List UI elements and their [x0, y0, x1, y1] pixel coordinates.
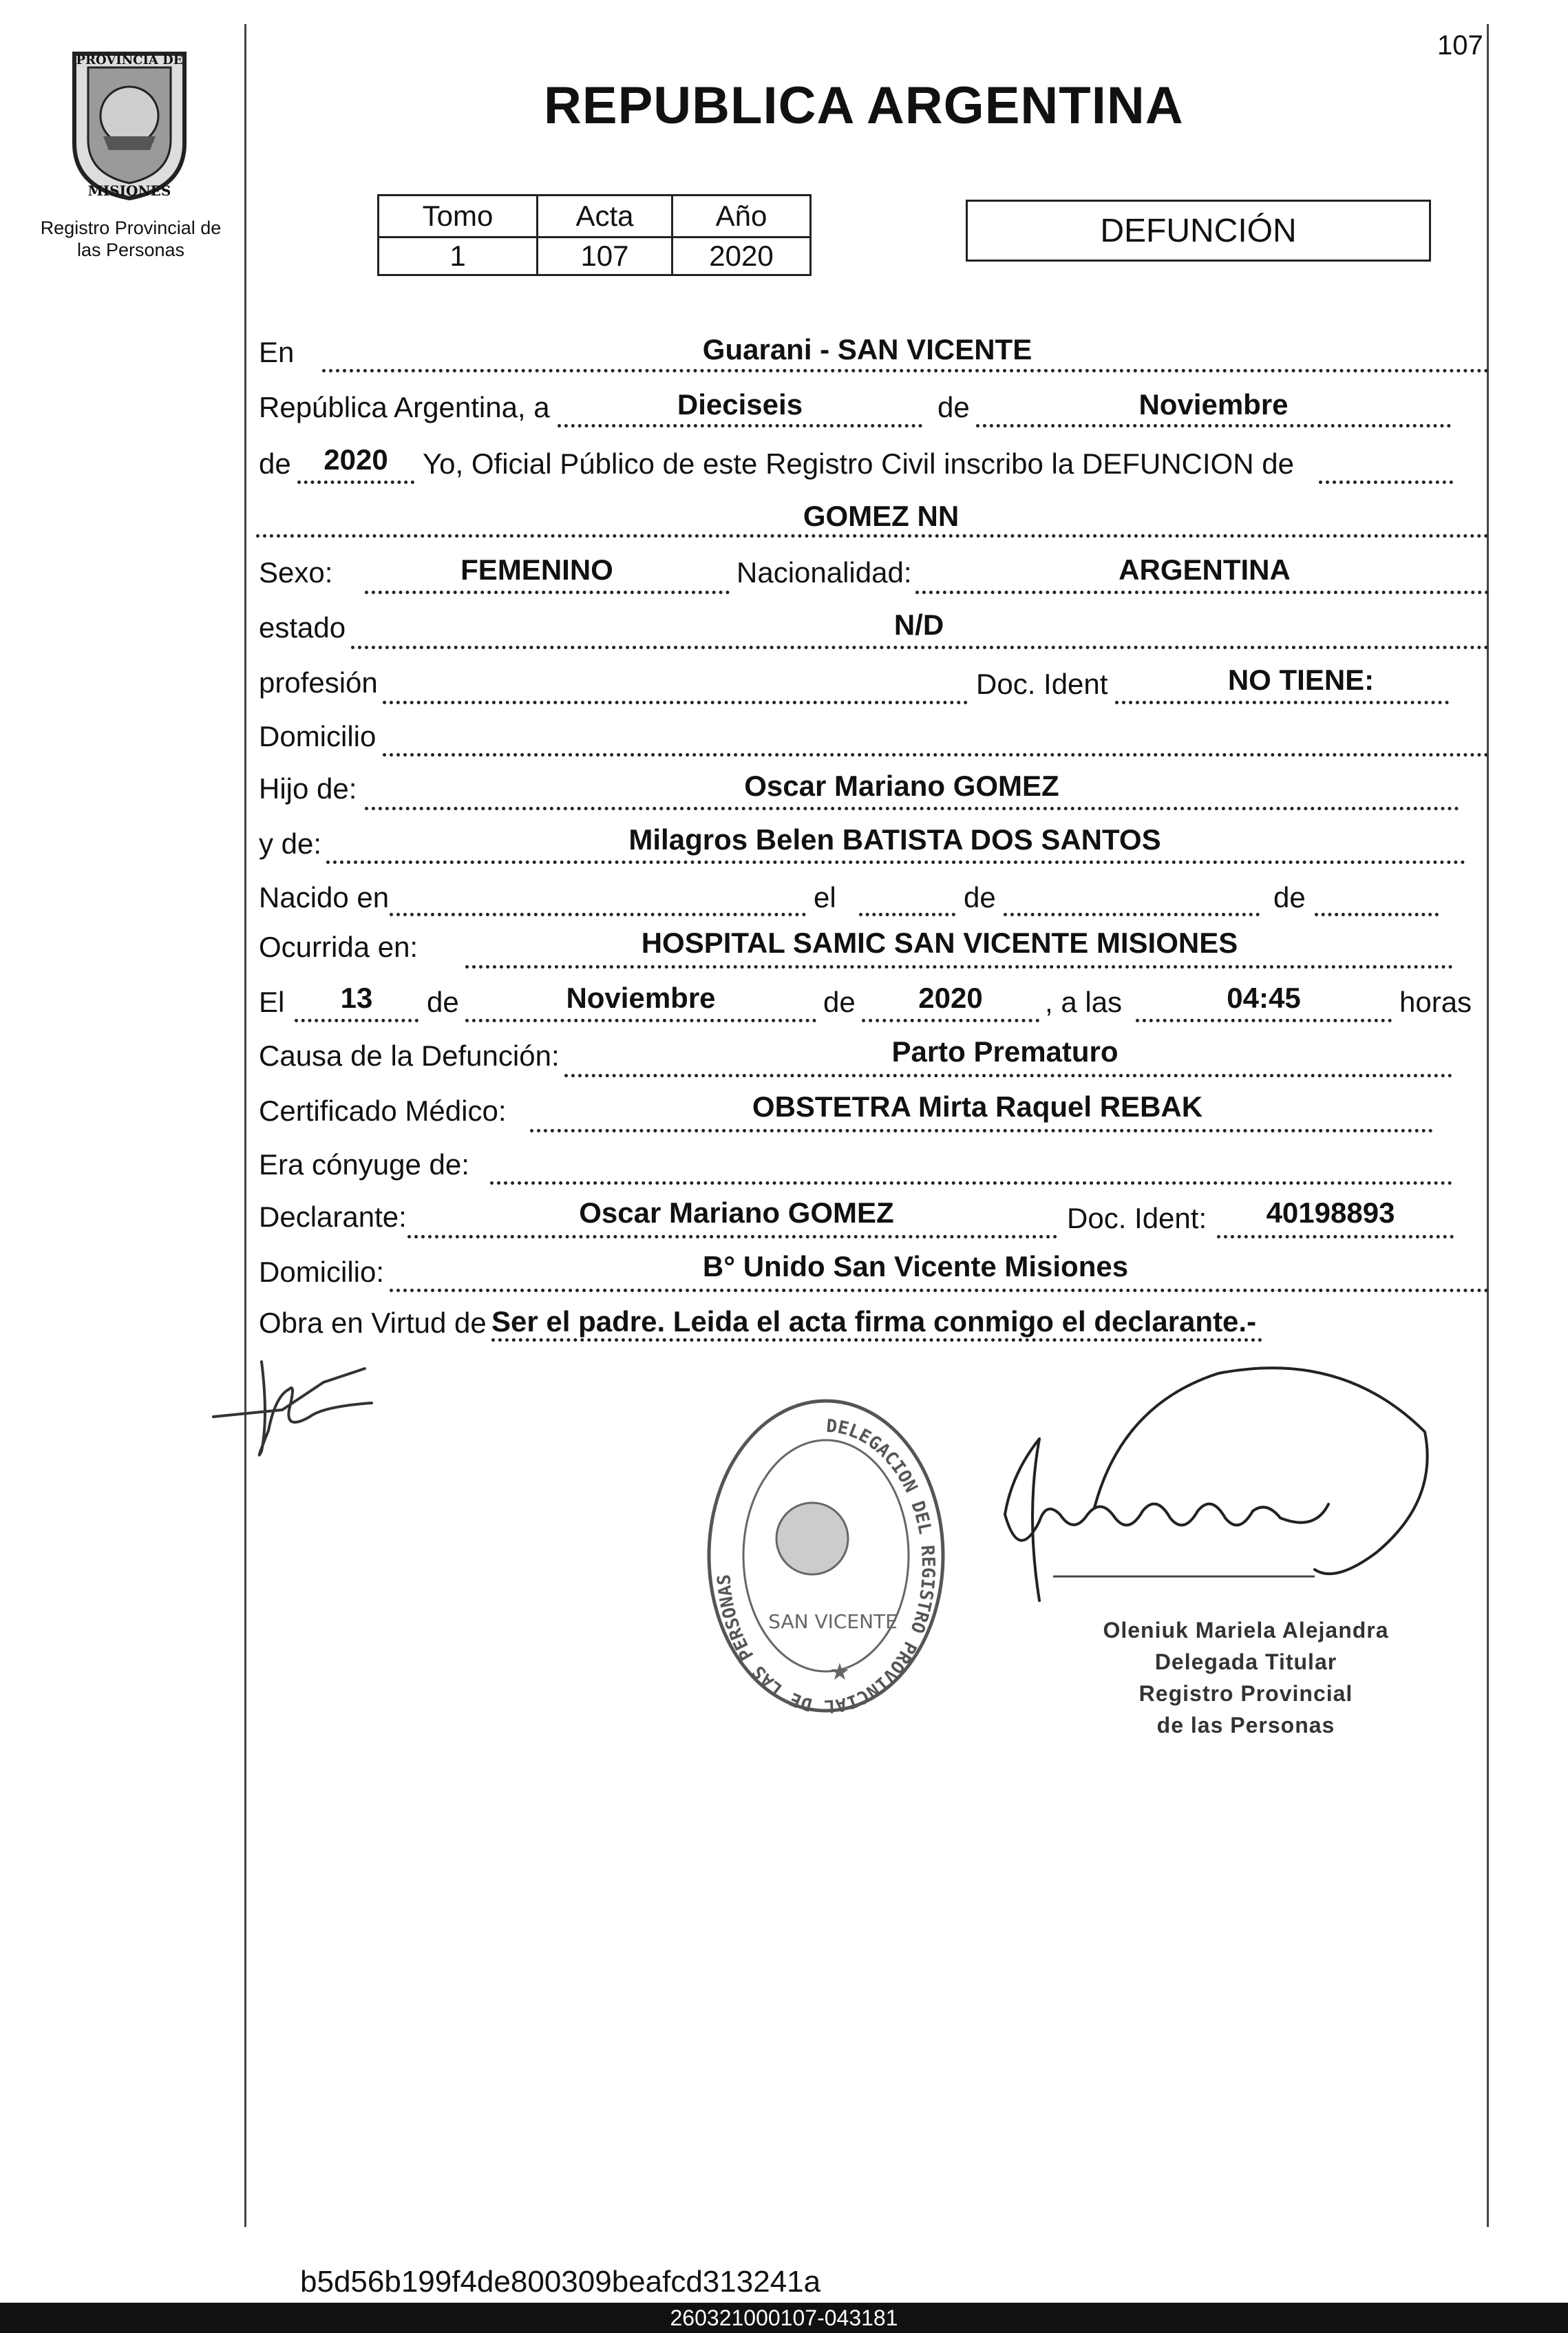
- certificado-line: [530, 1129, 1433, 1132]
- tomo-value: 1: [379, 237, 538, 275]
- mother-line: [326, 861, 1465, 864]
- sexo-line: [365, 591, 730, 594]
- acta-header: Acta: [538, 196, 672, 237]
- registry-line2: las Personas: [76, 240, 185, 260]
- act-type-box: DEFUNCIÓN: [966, 200, 1431, 262]
- tomo-header: Tomo: [379, 196, 538, 237]
- hijo-de-label: Hijo de:: [259, 772, 357, 805]
- right-margin-line: [1487, 24, 1489, 2227]
- de-label-2: de: [259, 447, 291, 480]
- death-year-value: 2020: [918, 982, 983, 1014]
- doc-ident-line: [1115, 701, 1449, 704]
- estado-line: [351, 646, 1489, 649]
- registry-line1: Registro Provincial de: [40, 218, 222, 238]
- emblem-bottom-text: MISIONES: [87, 182, 171, 199]
- day-words-value: Dieciseis: [677, 388, 803, 421]
- nacido-el-label: el: [814, 881, 836, 914]
- signatory-org-line2: de las Personas: [1156, 1713, 1335, 1738]
- declarante-doc-label: Doc. Ident:: [1067, 1202, 1207, 1234]
- father-line: [365, 807, 1459, 810]
- certificado-label: Certificado Médico:: [259, 1095, 507, 1127]
- official-signature: [957, 1363, 1439, 1611]
- death-year-line: [862, 1019, 1039, 1022]
- day-words-line: [558, 424, 922, 427]
- place-line: [322, 369, 1489, 372]
- y-de-label: y de:: [259, 827, 322, 860]
- nacionalidad-line: [915, 591, 1489, 594]
- declarante-domicilio-value: B° Unido San Vicente Misiones: [702, 1250, 1129, 1282]
- domicilio-label: Domicilio: [259, 720, 377, 752]
- nacido-en-line: [390, 913, 806, 916]
- nacido-de-label-1: de: [964, 881, 996, 914]
- deceased-name-value: GOMEZ NN: [803, 500, 960, 532]
- nacido-year-line: [1315, 913, 1439, 916]
- death-month-line: [465, 1019, 816, 1022]
- doc-ident-value: NO TIENE:: [1227, 664, 1375, 696]
- stamp-star-icon: ★: [829, 1659, 851, 1685]
- en-label: En: [259, 336, 295, 368]
- deceased-name-line: [256, 534, 1489, 538]
- declarante-label: Declarante:: [259, 1201, 407, 1233]
- estado-value: N/D: [893, 609, 944, 641]
- declarante-doc-value: 40198893: [1266, 1196, 1395, 1229]
- declarant-signature: [206, 1334, 385, 1472]
- nacido-de-label-2: de: [1273, 881, 1306, 914]
- mother-value: Milagros Belen BATISTA DOS SANTOS: [628, 823, 1161, 856]
- causa-value: Parto Prematuro: [891, 1035, 1119, 1068]
- certificado-value: OBSTETRA Mirta Raquel REBAK: [752, 1090, 1203, 1123]
- death-day-line: [295, 1019, 419, 1022]
- causa-label: Causa de la Defunción:: [259, 1039, 560, 1072]
- barcode-footer: 260321000107-043181: [0, 2303, 1568, 2333]
- emblem-top-text: PROVINCIA DE: [76, 53, 183, 67]
- year-line: [297, 481, 414, 484]
- sexo-label: Sexo:: [259, 556, 333, 589]
- conyuge-label: Era cónyuge de:: [259, 1148, 469, 1181]
- month-value: Noviembre: [1138, 388, 1289, 421]
- declarante-domicilio-line: [390, 1289, 1489, 1292]
- acta-value: 107: [538, 237, 672, 275]
- doc-ident-label: Doc. Ident: [976, 668, 1108, 700]
- conyuge-line: [490, 1181, 1452, 1185]
- father-value: Oscar Mariano GOMEZ: [744, 770, 1059, 802]
- estado-label: estado: [259, 611, 346, 644]
- page-title: REPUBLICA ARGENTINA: [544, 76, 1184, 135]
- inscription-tail-line: [1319, 481, 1453, 484]
- republic-label: República Argentina, a: [259, 391, 550, 423]
- record-table: [377, 194, 812, 276]
- death-de-label-1: de: [427, 986, 459, 1018]
- death-de-label-2: de: [823, 986, 856, 1018]
- sexo-value: FEMENINO: [460, 553, 613, 586]
- domicilio-line: [383, 753, 1489, 757]
- de-label-1: de: [937, 391, 970, 423]
- inscription-text: Yo, Oficial Público de este Registro Civil inscribo la DEFUNCION de: [423, 447, 1294, 480]
- place-value: Guarani - SAN VICENTE: [702, 333, 1032, 366]
- ocurrida-line: [465, 965, 1453, 969]
- ocurrida-value: HOSPITAL SAMIC SAN VICENTE MISIONES: [641, 927, 1238, 959]
- ocurrida-label: Ocurrida en:: [259, 931, 419, 963]
- death-time-value: 04:45: [1227, 982, 1301, 1014]
- a-las-label: , a las: [1045, 986, 1123, 1018]
- nacionalidad-value: ARGENTINA: [1119, 553, 1291, 586]
- nacido-month-line: [1004, 913, 1260, 916]
- signatory-title: Delegada Titular: [1154, 1649, 1337, 1674]
- profesion-label: profesión: [259, 666, 378, 699]
- horas-label: horas: [1399, 986, 1472, 1018]
- declarante-domicilio-label: Domicilio:: [259, 1256, 385, 1288]
- page-number: 107: [1437, 30, 1483, 61]
- anio-header: Año: [672, 196, 811, 237]
- obra-line: [491, 1338, 1262, 1342]
- official-stamp: [695, 1391, 957, 1721]
- signatory-org-line1: Registro Provincial: [1138, 1681, 1353, 1706]
- document-hash: b5d56b199f4de800309beafcd313241a: [300, 2265, 821, 2299]
- nacido-day-line: [859, 913, 955, 916]
- profesion-line: [383, 701, 968, 704]
- misiones-emblem: [61, 40, 198, 205]
- stamp-ring-text: DELEGACION DEL REGISTRO PROVINCIAL DE LAS PERSONAS: [714, 1415, 939, 1717]
- anio-value: 2020: [672, 237, 811, 275]
- declarante-line: [407, 1235, 1057, 1238]
- el-label: El: [259, 986, 285, 1018]
- stamp-inner-text: SAN VICENTE: [768, 1610, 898, 1633]
- declarante-doc-line: [1217, 1235, 1454, 1238]
- left-margin-line: [244, 24, 246, 2227]
- signatory-name: Oleniuk Mariela Alejandra: [1103, 1618, 1389, 1643]
- nacionalidad-label: Nacionalidad:: [737, 556, 912, 589]
- causa-line: [564, 1074, 1452, 1077]
- death-month-value: Noviembre: [566, 982, 716, 1014]
- death-day-value: 13: [340, 982, 373, 1014]
- death-time-line: [1136, 1019, 1392, 1022]
- obra-label: Obra en Virtud de: [259, 1307, 487, 1339]
- month-line: [976, 424, 1451, 427]
- year-value: 2020: [324, 443, 388, 476]
- nacido-en-label: Nacido en: [259, 881, 390, 914]
- obra-value: Ser el padre. Leida el acta firma conmigo el declarante.-: [491, 1305, 1257, 1338]
- declarante-value: Oscar Mariano GOMEZ: [579, 1196, 894, 1229]
